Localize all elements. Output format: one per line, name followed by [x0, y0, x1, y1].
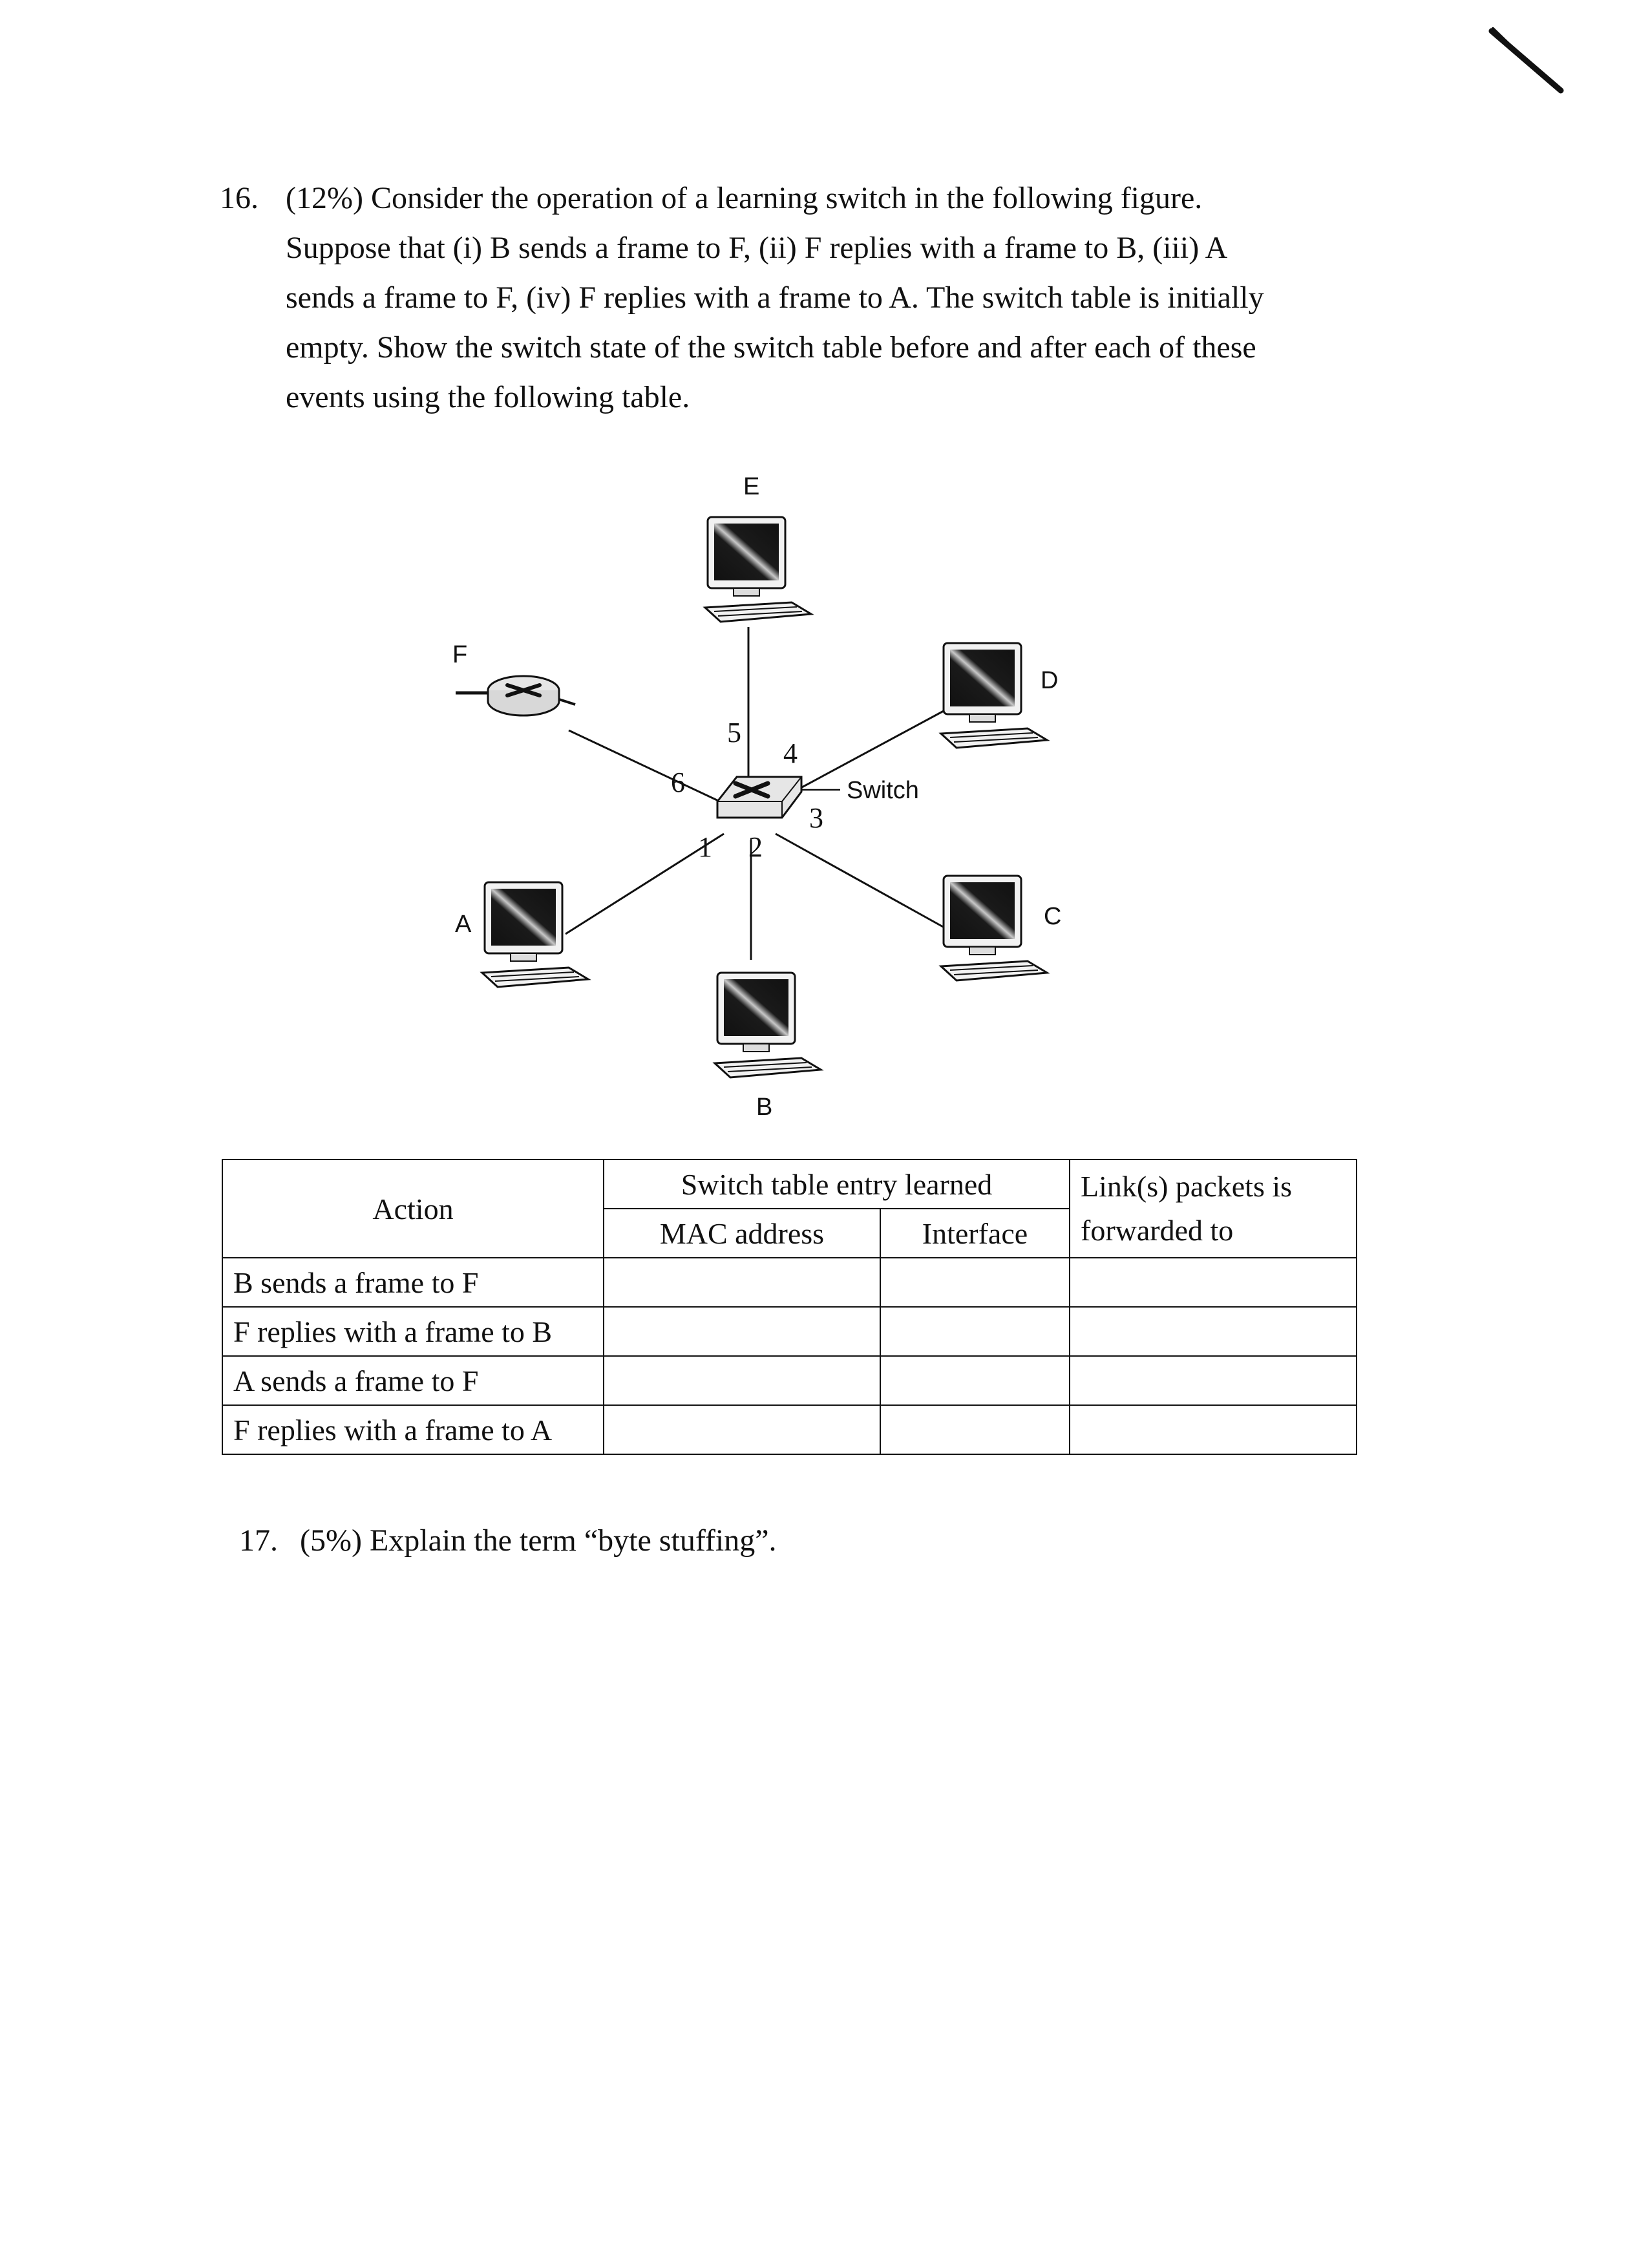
host-d-label: D: [1041, 667, 1059, 694]
question-16-line-2: Suppose that (i) B sends a frame to F, (ii) F replies with a frame to B, (iii) A: [286, 231, 1228, 265]
header-links-line-1: Link(s) packets is: [1081, 1170, 1293, 1203]
header-action: Action: [222, 1160, 604, 1258]
header-links: [1070, 1160, 1357, 1258]
row-mac-cell[interactable]: [604, 1405, 880, 1454]
row-action: F replies with a frame to B: [222, 1307, 604, 1356]
question-16-number: 16.: [220, 181, 259, 215]
row-links-cell[interactable]: [1070, 1405, 1357, 1454]
port-4-label: 4: [783, 737, 798, 769]
header-mac: MAC address: [604, 1209, 880, 1258]
table-row: [222, 1356, 1357, 1405]
table-row: [222, 1307, 1357, 1356]
table-row: [222, 1405, 1357, 1454]
port-1-label: 1: [698, 831, 712, 863]
host-c-computer-icon: [941, 876, 1047, 980]
row-interface-cell[interactable]: [880, 1258, 1070, 1307]
row-mac-cell[interactable]: [604, 1258, 880, 1307]
host-a-computer-icon: [482, 882, 588, 987]
host-e-label: E: [743, 473, 760, 500]
row-mac-cell[interactable]: [604, 1307, 880, 1356]
row-action: A sends a frame to F: [222, 1356, 604, 1405]
host-f-label: F: [452, 641, 468, 668]
handwritten-check-mark: [1486, 26, 1577, 97]
host-e-computer-icon: [705, 517, 811, 622]
question-16-line-1: (12%) Consider the operation of a learning switch in the following figure.: [286, 181, 1203, 215]
port-6-label: 6: [671, 767, 685, 798]
question-16-line-4: empty. Show the switch state of the switch table before and after each of these: [286, 330, 1256, 365]
question-16-line-5: events using the following table.: [286, 380, 690, 414]
switch-label: Switch: [847, 777, 919, 804]
host-b-label: B: [756, 1094, 773, 1121]
row-interface-cell[interactable]: [880, 1356, 1070, 1405]
question-16-line-3: sends a frame to F, (iv) F replies with a frame to A. The switch table is initially: [286, 281, 1264, 315]
question-17: [239, 1523, 777, 1558]
host-b-computer-icon: [715, 973, 821, 1077]
row-links-cell[interactable]: [1070, 1356, 1357, 1405]
header-interface: Interface: [880, 1209, 1070, 1258]
host-a-label: A: [455, 911, 472, 938]
question-17-number: 17.: [239, 1523, 278, 1558]
host-c-label: C: [1044, 903, 1062, 930]
port-2-label: 2: [748, 831, 763, 863]
switch-table: [222, 1159, 1357, 1455]
port-5-label: 5: [727, 717, 741, 748]
row-interface-cell[interactable]: [880, 1307, 1070, 1356]
table-header-row-1: [222, 1160, 1357, 1209]
link-switch-f: [569, 730, 723, 803]
row-links-cell[interactable]: [1070, 1258, 1357, 1307]
header-links-line-2: forwarded to: [1081, 1214, 1234, 1247]
row-links-cell[interactable]: [1070, 1307, 1357, 1356]
port-3-label: 3: [809, 802, 823, 834]
row-action: B sends a frame to F: [222, 1258, 604, 1307]
network-diagram: [414, 465, 1099, 1138]
router-icon: [456, 676, 575, 715]
row-interface-cell[interactable]: [880, 1405, 1070, 1454]
network-diagram-svg: [414, 465, 1099, 1138]
question-17-text: (5%) Explain the term “byte stuffing”.: [300, 1523, 777, 1558]
host-d-computer-icon: [941, 643, 1047, 748]
switch-icon: [717, 777, 801, 818]
row-mac-cell[interactable]: [604, 1356, 880, 1405]
row-action: F replies with a frame to A: [222, 1405, 604, 1454]
header-learned: Switch table entry learned: [604, 1160, 1070, 1209]
table-row: [222, 1258, 1357, 1307]
link-switch-c: [776, 834, 950, 931]
question-16-text: [286, 173, 1359, 422]
